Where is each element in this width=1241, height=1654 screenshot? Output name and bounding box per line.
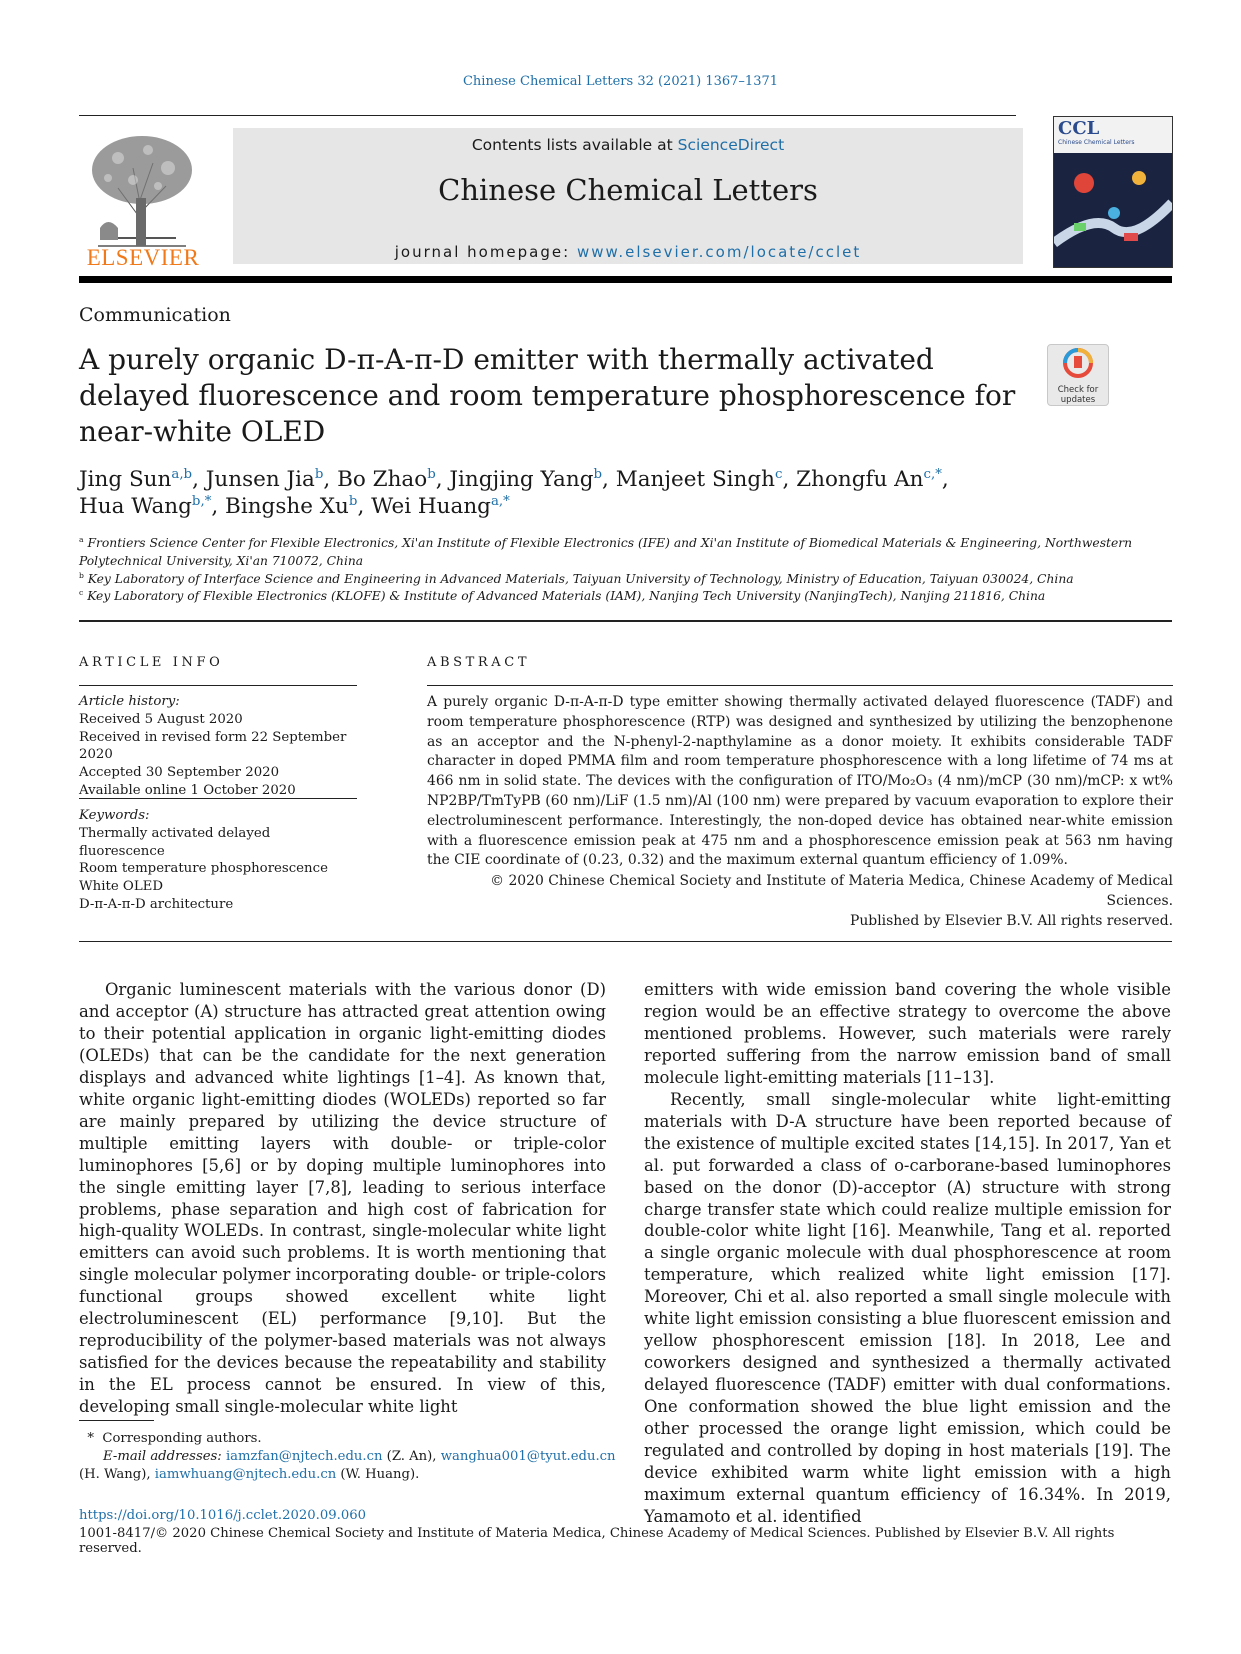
homepage-link[interactable]: www.elsevier.com/locate/cclet [576, 243, 862, 261]
cover-subtitle: Chinese Chemical Letters [1058, 139, 1135, 146]
body-column-left [79, 979, 606, 1418]
abstract-divider [79, 941, 1172, 942]
footnote-rule [79, 1420, 154, 1421]
author[interactable]: Zhongfu $An^{c,*}$ [796, 466, 942, 492]
author[interactable]: Jing Sun$^{a,b}$ [79, 466, 193, 492]
author[interactable]: Hua Wang$^{b,*}$ [79, 493, 212, 519]
check-updates-label [1048, 385, 1108, 405]
keyword: White OLED [79, 879, 164, 895]
article-title: A purely organic D-π-A-π-D emitter with thermally activated delayed fluorescence and room temperature phosphorescence for near-white OLED [79, 343, 1016, 448]
email-link[interactable]: iamwhuang@njtech.edu.cn [154, 1467, 337, 1482]
abstract-rule [427, 685, 1173, 686]
doi-link[interactable]: https://doi.org/10.1016/j.cclet.2020.09.060 [79, 1508, 366, 1523]
keyword: Thermally activated delayed fluorescence [79, 825, 271, 859]
sciencedirect-link[interactable]: ScienceDirect [677, 136, 785, 154]
body-paragraph: emitters with wide emission band covering the whole visible region would be an effective strategy to overcome the above mentioned problems. However, such materials were rarely reported suffering from the narrow emission band of small molecule light-emitting materials [11–13]. [644, 980, 1171, 1087]
email-owner: (H. Wang), [79, 1467, 151, 1482]
check-updates-line-2: updates [1060, 395, 1096, 405]
body-paragraph: Organic luminescent materials with the various donor (D) and acceptor (A) structure has attracted great attention owing to their potential application in organic light-emitting diodes (OLEDs) that can be the candidate for the next generation displays and advanced white lightings [1–4]. As known that, white organic light-emitting diodes (WOLEDs) reported so far are mainly prepared by utilizing the device structure of multiple emitting layers with double- or triple-color luminophores [5,6] or by doping multiple luminophores into the single emitting layer [7,8], leading to serious interface problems, phase separation and high cost of fabrication for high-quality WOLEDs. In contrast, single-molecular white light emitters can avoid such problems. It is worth mentioning that single molecular polymer incorporating double- or triple-colors functional groups showed excellent white light electroluminescent (EL) performance [9,10]. But the reproducibility of the polymer-based materials was not always satisfied for the devices because the repeatability and stability in the EL process cannot be ensured. In view of this, developing small single-molecular white light [79, 980, 606, 1417]
issn-copyright-line: 1001-8417/© 2020 Chinese Chemical Society and Institute of Materia Medica, Chinese Academy of Medical Sciences. Published by Elsevier B.V. All rights reserved. [79, 1526, 1115, 1556]
cover-masthead [1054, 117, 1172, 153]
corresponding-footnote: * Corresponding authors. E-mail addresses: iamzfan@njtech.edu.cn (Z. An), wanghua001@tyut.edu.cn (H. Wang), iamwhuang@njtech.edu.cn (W. Huang). [79, 1431, 616, 1482]
affiliation: $^a$ Frontiers Science Center for Flexible Electronics, Xi'an Institute of Flexible Electronics (IFE) and Xi'an Institute of Biomedical Materials & Engineering, Northwestern Polytechnical University, Xi'an 710072, China [79, 534, 1133, 568]
check-for-updates-badge[interactable] [1047, 344, 1109, 406]
abstract-text: A purely organic D-π-A-π-D type emitter showing thermally activated delayed fluorescence (TADF) and room temperature phosphorescence (RTP) was designed and synthesized by utilizing the benzophenone as an acceptor and the N-phenyl-2-napthylamine as a donor moiety. It exhibits considerable TADF character in doped PMMA film and room temperature phosphorescence with a long lifetime of 74 ms at 466 nm in solid state. The devices with the configuration of ITO/Mo₂O₃ (4 nm)/mCP (30 nm)/mCP: x wt% NP2BP/TmTyPB (60 nm)/LiF (1.5 nm)/Al (100 nm) were prepared by vacuum evaporation to explore their electroluminescent performance. Interestingly, the non-doped device has obtained near-white emission with a fluorescence emission peak at 475 nm and a phosphorescence emission peak at 563 nm having the CIE coordinate of (0.23, 0.32) and the maximum external quantum efficiency of 1.09%. [427, 694, 1173, 869]
abstract-heading: ABSTRACT [427, 655, 531, 670]
keywords-label: Keywords: [79, 808, 150, 823]
article-info-rule [79, 685, 357, 686]
cover-abbrev: CCL [1058, 118, 1100, 139]
journal-header-box [233, 128, 1023, 264]
body-paragraph: Recently, small single-molecular white light-emitting materials with D-A structure have been reported because of the existence of multiple excited states [14,15]. In 2017, Yan et al. put forwarded a class of o-carborane-based luminophores based on the donor (D)-acceptor (A) structure with strong charge transfer state which could realize multiple emission for double-color white light [16]. Meanwhile, Tang et al. reported a single organic molecule with dual phosphorescence at room temperature, which realized white light emission [17]. Moreover, Chi et al. also reported a small single molecule with white light emission consisting a blue fluorescent emission and yellow phosphorescent emission [18]. In 2018, Lee and coworkers designed and synthesized a thermally activated delayed fluorescence (TADF) emitter with dual conformations. One conformation showed the blue light emission and the other processed the orange light emission, which could be regulated and controlled by doping in host materials [19]. The device exhibited warm white light emission with a high maximum external quantum efficiency of 16.34%. In 2019, Yamamoto et al. identified [644, 1089, 1171, 1526]
body-column-right [644, 979, 1171, 1528]
author[interactable]: Bingshe Xu$^b$ [225, 493, 358, 519]
copyright-line-2: Published by Elsevier B.V. All rights reserved. [850, 912, 1173, 929]
history-accepted: Accepted 30 September 2020 [79, 765, 280, 781]
journal-citation[interactable]: Chinese Chemical Letters 32 (2021) 1367–1371 [462, 74, 779, 89]
journal-name: Chinese Chemical Letters [438, 173, 818, 207]
article-type: Communication [79, 304, 231, 326]
affiliation: $^b$ Key Laboratory of Interface Science and Engineering in Advanced Materials, Taiyuan University of Technology, Ministry of Education, Taiyuan 030024, China [79, 570, 1074, 586]
contents-available-line [233, 136, 1023, 154]
journal-homepage-line [233, 243, 1023, 261]
author[interactable]: Bo Zhao$^b$ [337, 466, 436, 492]
history-revised: Received in revised form 22 September 2020 [79, 729, 347, 763]
header-divider [79, 115, 1016, 116]
author[interactable]: Jingjing Yang$^b$ [449, 466, 603, 492]
author[interactable]: Wei Huang$^{a,*}$ [371, 493, 510, 519]
contents-prefix: Contents lists available at [471, 136, 673, 154]
check-updates-line-1: Check for [1057, 385, 1099, 395]
history-online: Available online 1 October 2020 [79, 782, 296, 798]
affiliation-divider [79, 620, 1172, 622]
keywords-rule [79, 798, 357, 799]
history-received: Received 5 August 2020 [79, 711, 243, 727]
article-history [79, 693, 359, 800]
check-updates-icon [1048, 345, 1108, 381]
journal-cover-thumbnail[interactable] [1053, 116, 1173, 268]
author[interactable]: Manjeet Singh$^c$ [615, 466, 783, 492]
cover-artwork [1054, 153, 1172, 267]
email-link[interactable]: wanghua001@tyut.edu.cn [440, 1449, 616, 1464]
author[interactable]: Junsen Jia$^b$ [205, 466, 324, 492]
keyword: Room temperature phosphorescence [79, 861, 328, 877]
elsevier-wordmark[interactable]: ELSEVIER [86, 245, 200, 270]
email-owner: (W. Huang). [340, 1467, 420, 1482]
homepage-prefix: journal homepage: [394, 243, 571, 261]
affiliations [79, 535, 1159, 606]
copyright-line-1: © 2020 Chinese Chemical Society and Institute of Materia Medica, Chinese Academy of Medical Sciences. [490, 873, 1173, 909]
author-list: Jing Sun$^{a,b}$, Junsen Jia$^b$, Bo Zhao$^b$, Jingjing Yang$^b$, Manjeet Singh$^c$, Zhongfu $An^{c,*}$, Hua Wang$^{b,*}$, Bingshe Xu$^b$, Wei Huang$^{a,*}$ [79, 466, 949, 519]
keywords [79, 807, 359, 914]
email-owner: (Z. An), [386, 1449, 437, 1464]
header-thick-rule [79, 276, 1172, 283]
affiliation: $^c$ Key Laboratory of Flexible Electronics (KLOFE) & Institute of Advanced Materials (IAM), Nanjing Tech University (NanjingTech), Nanjing 211816, China [79, 588, 1046, 604]
email-label: E-mail addresses: [103, 1449, 222, 1464]
abstract-copyright [427, 872, 1173, 931]
corresponding-label: Corresponding authors. [102, 1431, 262, 1446]
history-label: Article history: [79, 694, 180, 709]
email-link[interactable]: iamzfan@njtech.edu.cn [225, 1449, 383, 1464]
keyword: D-π-A-π-D architecture [79, 896, 234, 912]
article-info-heading: ARTICLE INFO [79, 655, 224, 670]
